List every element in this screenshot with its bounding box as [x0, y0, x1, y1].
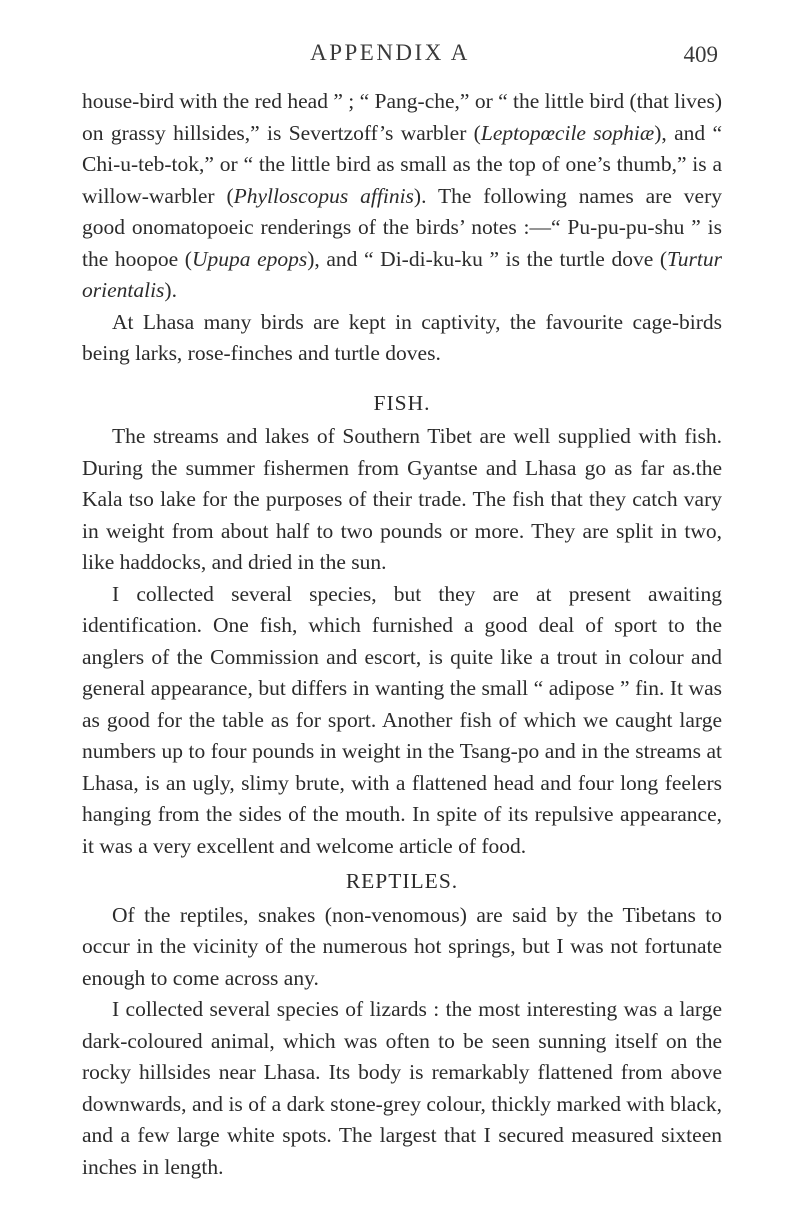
- cage-birds-paragraph: At Lhasa many birds are kept in captivity, the favourite cage-birds being larks, rose-finches and turtle doves.: [82, 309, 722, 365]
- species-name: Leptopœcile sophiæ: [480, 120, 655, 145]
- birds-paragraph-continued: [82, 86, 722, 307]
- fish-paragraph-2: I collected several species, but they are at present awaiting identification. One fish, which furnished a good deal of sport to the anglers of the Commission and escort, is quite like a trout in colour and general appearance, but differs in wanting the small “ adipose ” fin. It was as good for the table as for sport. Another fish of which we caught large numbers up to four pounds in weight in the Tsang-po and in the streams at Lhasa, is an ugly, slimy brute, with a flattened head and four long feelers hanging from the sides of the mouth. In spite of its repulsive appearance, it was a very excellent and welcome article of food.: [82, 581, 722, 858]
- section-heading-fish: FISH.: [373, 390, 431, 415]
- text-run: ), and “ Chi-u-teb-tok,” or “ the little bird as small as the top of one’s thumb,” is a willow-warbler (: [82, 120, 723, 208]
- fish-paragraph-1: The streams and lakes of Southern Tibet are well supplied with fish. During the summer fishermen from Gyantse and Lhasa go as far as.the Kala tso lake for the purposes of their trade. The fish that they catch vary in weight from about half to two pounds or more. They are split in two, like haddocks, and dried in the sun.: [82, 424, 722, 574]
- text-run: ), and “ Di-di-ku-ku ” is the turtle dove (: [307, 246, 668, 271]
- reptiles-paragraph-1: Of the reptiles, snakes (non-venomous) are said by the Tibetans to occur in the vicinity of the numerous hot springs, but I was not fortunate enough to come across any.: [82, 902, 722, 990]
- section-heading-reptiles: REPTILES.: [345, 869, 459, 893]
- text-run: house-bird with the red head ” ; “ Pang-che,” or “ the little bird (that lives) on grassy hillsides,” is Severtzoff’s warbler (: [82, 89, 723, 145]
- species-name: Turtur orientalis: [82, 246, 722, 302]
- page-number: 409: [683, 42, 718, 67]
- species-name: Upupa epops: [191, 246, 308, 271]
- body-text: [82, 86, 722, 1183]
- text-run: ). The following names are very good onomatopoeic renderings of the birds’ notes :—“ Pu-pu-pu-shu ” is the hoopoe (: [82, 183, 722, 271]
- running-head: APPENDIX A: [310, 40, 470, 65]
- reptiles-paragraph-2: I collected several species of lizards : the most interesting was a large dark-coloured animal, which was often to be seen sunning itself on the rocky hillsides near Lhasa. Its body is remarkably flattened from above downwards, and is of a dark stone-grey colour, thickly marked with black, and a few large white spots. The largest that I secured measured sixteen inches in length.: [82, 997, 722, 1179]
- text-run: ).: [164, 278, 177, 302]
- species-name: Phylloscopus affinis: [233, 183, 414, 208]
